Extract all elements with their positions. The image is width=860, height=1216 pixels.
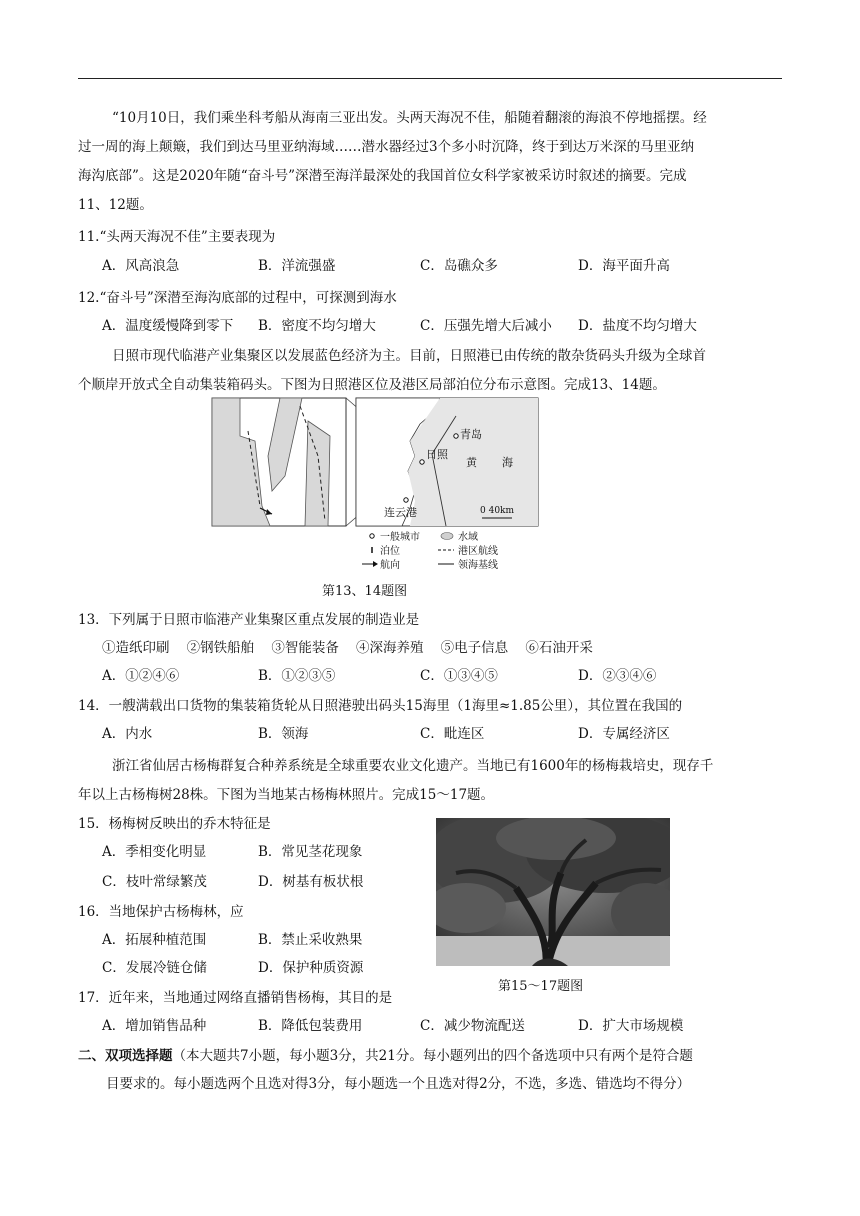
q13-option-d[interactable]: D．②③④⑥ xyxy=(578,668,657,684)
q17-option-b[interactable]: B．降低包装费用 xyxy=(258,1018,363,1034)
legend-heading: 航向 xyxy=(380,560,400,571)
legend-route: 港区航线 xyxy=(458,546,498,557)
q13-items: ①造纸印刷 ②钢铁船舶 ③智能装备 ④深海养殖 ⑤电子信息 ⑥石油开采 xyxy=(102,640,593,656)
q13-option-a[interactable]: A．①②④⑥ xyxy=(102,668,180,684)
q12-stem: 12.“奋斗号”深潜至海沟底部的过程中，可探测到海水 xyxy=(78,290,397,306)
q12-option-b[interactable]: B．密度不均匀增大 xyxy=(258,318,376,334)
q15-option-a[interactable]: A．季相变化明显 xyxy=(102,844,207,860)
photo-caption: 第15～17题图 xyxy=(498,979,584,994)
rizhao-port-map xyxy=(210,396,540,576)
q11-stem: 11.“头两天海况不佳”主要表现为 xyxy=(78,229,276,245)
passage1-line-2: 过一周的海上颠簸，我们到达马里亚纳海域……潜水器经过3个多小时沉降，终于到达万米深的马里亚纳 xyxy=(78,139,695,155)
q15-option-c[interactable]: C．枝叶常绿繁茂 xyxy=(102,874,207,890)
passage1-line-1: “10月10日，我们乘坐科考船从海南三亚出发。头两天海况不佳，船随着翻滚的海浪不停地摇摆。经 xyxy=(112,110,707,126)
q16-option-c[interactable]: C．发展冷链仓储 xyxy=(102,960,207,976)
q17-option-c[interactable]: C．减少物流配送 xyxy=(420,1018,525,1034)
q17-option-a[interactable]: A．增加销售品种 xyxy=(102,1018,207,1034)
map-label-qingdao: 青岛 xyxy=(460,428,482,441)
q17-option-d[interactable]: D．扩大市场规模 xyxy=(578,1018,684,1034)
q14-option-c[interactable]: C．毗连区 xyxy=(420,726,485,742)
map-scale-bar: 0 40km xyxy=(480,506,515,516)
q13-option-c[interactable]: C．①③④⑤ xyxy=(420,668,498,684)
q14-option-a[interactable]: A．内水 xyxy=(102,726,153,742)
q12-option-c[interactable]: C．压强先增大后减小 xyxy=(420,318,552,334)
section2-line-2: 目要求的。每小题选两个且选对得3分，每小题选一个且选对得2分，不选，多选、错选均不得分） xyxy=(106,1076,691,1092)
q16-option-a[interactable]: A．拓展种植范围 xyxy=(102,932,207,948)
legend-baseline: 领海基线 xyxy=(458,560,498,571)
map-caption: 第13、14题图 xyxy=(322,584,408,599)
q13-stem: 13．下列属于日照市临港产业集聚区重点发展的制造业是 xyxy=(78,612,420,628)
q12-option-d[interactable]: D．盐度不均匀增大 xyxy=(578,318,697,334)
legend-city: 一般城市 xyxy=(380,532,420,543)
q11-option-a[interactable]: A．风高浪急 xyxy=(102,258,180,274)
q11-option-d[interactable]: D．海平面升高 xyxy=(578,258,670,274)
q16-option-d[interactable]: D．保护种质资源 xyxy=(258,960,364,976)
ancient-bayberry-photo xyxy=(436,818,670,966)
q17-stem: 17．近年来，当地通过网络直播销售杨梅，其目的是 xyxy=(78,990,393,1006)
q16-stem: 16．当地保护古杨梅林，应 xyxy=(78,904,244,920)
section2-heading xyxy=(78,1046,693,1066)
q14-option-d[interactable]: D．专属经济区 xyxy=(578,726,670,742)
section2-line-1: （本大题共7小题，每小题3分，共21分。每小题列出的四个备选项中只有两个是符合题 xyxy=(172,1048,693,1064)
passage3-line-2: 年以上古杨梅树28株。下图为当地某古杨梅林照片。完成15～17题。 xyxy=(78,787,495,803)
section2-title: 二、双项选择题 xyxy=(78,1048,173,1064)
passage2-line-1: 日照市现代临港产业集聚区以发展蓝色经济为主。目前，日照港已由传统的散杂货码头升级为全球首 xyxy=(112,348,706,364)
q14-option-b[interactable]: B．领海 xyxy=(258,726,309,742)
map-label-sea2: 海 xyxy=(502,456,513,469)
map-label-lianyungang: 连云港 xyxy=(384,506,417,519)
legend-berth: 泊位 xyxy=(380,546,400,557)
q15-option-d[interactable]: D．树基有板状根 xyxy=(258,874,364,890)
legend-water: 水域 xyxy=(458,532,478,543)
q15-stem: 15．杨梅树反映出的乔木特征是 xyxy=(78,816,271,832)
q16-option-b[interactable]: B．禁止采收熟果 xyxy=(258,932,363,948)
q15-option-b[interactable]: B．常见茎花现象 xyxy=(258,844,363,860)
q11-option-c[interactable]: C．岛礁众多 xyxy=(420,258,498,274)
header-rule xyxy=(78,78,782,79)
q14-stem: 14．一艘满载出口货物的集装箱货轮从日照港驶出码头15海里（1海里≈1.85公里），其位置在我国的 xyxy=(78,698,683,714)
map-label-sea1: 黄 xyxy=(466,456,477,469)
passage1-line-4: 11、12题。 xyxy=(78,197,153,213)
passage2-line-2: 个顺岸开放式全自动集装箱码头。下图为日照港区位及港区局部泊位分布示意图。完成13、14题。 xyxy=(78,377,666,393)
passage3-line-1: 浙江省仙居古杨梅群复合种养系统是全球重要农业文化遗产。当地已有1600年的杨梅栽培史，现存千 xyxy=(112,758,714,774)
passage1-line-3: 海沟底部”。这是2020年随“奋斗号”深潜至海洋最深处的我国首位女科学家被采访时叙述的摘要。完成 xyxy=(78,168,687,184)
map-label-rizhao: 日照 xyxy=(426,448,448,461)
q13-option-b[interactable]: B．①②③⑤ xyxy=(258,668,336,684)
q12-option-a[interactable]: A．温度缓慢降到零下 xyxy=(102,318,234,334)
q11-option-b[interactable]: B．洋流强盛 xyxy=(258,258,336,274)
